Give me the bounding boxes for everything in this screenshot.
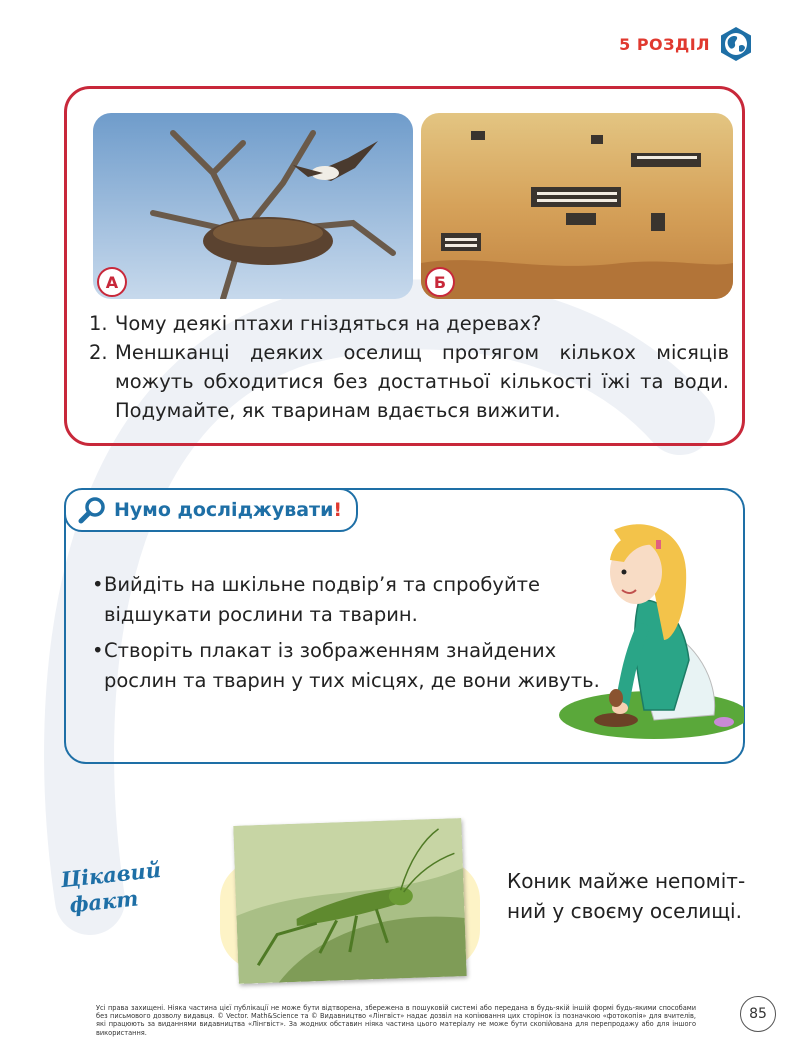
- fact-title-line1: Цікавий: [59, 856, 163, 893]
- section-header: [619, 26, 754, 62]
- photo-zebras-savanna: [421, 113, 733, 299]
- photo-grasshopper: [233, 818, 466, 984]
- fact-title: [60, 857, 165, 919]
- bullet-text: Створіть плакат із зображенням знайдених рослин та тварин у тих місцях, де вони живуть.: [104, 639, 600, 692]
- explore-card: [64, 488, 745, 764]
- copyright-notice: Усі права захищені. Ніяка частина цієї публікації не може бути відтворена, збережена в пошуковій системі або передана в будь-якій іншій формі будь-якими способами без письмового дозволу видавця. © Vector. Math&Science та © Видавництво «Лінгвіст» надає дозвіл на копіювання цих сторінок із позначкою «фотокопія» для вчителів, які працюють за виданнями видавництва «Лінгвіст». За жодних обставин ніяка частина цього матеріалу не може бути скопійована для перепродажу або для іншого використання.: [96, 1004, 696, 1037]
- photo-b-badge: Б: [425, 267, 455, 297]
- question-text: Меншканці деяких оселищ протягом кількох місяців можуть обходитися без достатньої кількості їжі та води. Подумайте, як тваринам вдається вижити.: [115, 341, 729, 422]
- globe-icon: [718, 26, 754, 62]
- question-list: [89, 309, 729, 425]
- girl-illustration: [544, 510, 744, 750]
- fact-text: Коник майже непоміт-ний у своєму оселищі.: [507, 869, 746, 923]
- fact-title-line2: факт: [68, 885, 140, 918]
- question-number: 1.: [89, 312, 108, 335]
- question-number: 2.: [89, 341, 108, 364]
- question-text: Чому деякі птахи гніздяться на деревах?: [115, 312, 542, 335]
- explore-bullets: [92, 570, 612, 702]
- photo-a-badge: А: [97, 267, 127, 297]
- bullet-text: Вийдіть на шкільне подвір’я та спробуйте відшукати рослини та тварин.: [104, 573, 540, 626]
- explore-title-text: Нумо досліджувати: [114, 499, 334, 521]
- magnifier-icon: [78, 496, 106, 524]
- bullet-item: • Вийдіть на шкільне подвір’я та спробуйте відшукати рослини та тварин.: [92, 570, 612, 630]
- question-item: [89, 338, 729, 425]
- explore-title-exclamation: !: [333, 499, 343, 521]
- explore-heading: [64, 488, 358, 532]
- bullet-item: • Створіть плакат із зображенням знайдених рослин та тварин у тих місцях, де вони живуть.: [92, 636, 612, 696]
- question-item: [89, 309, 729, 338]
- questions-card: [64, 86, 745, 446]
- page-number: 85: [740, 996, 776, 1032]
- explore-title: [114, 499, 342, 521]
- photo-osprey-nest: [93, 113, 413, 299]
- section-label: 5 РОЗДІЛ: [619, 34, 710, 54]
